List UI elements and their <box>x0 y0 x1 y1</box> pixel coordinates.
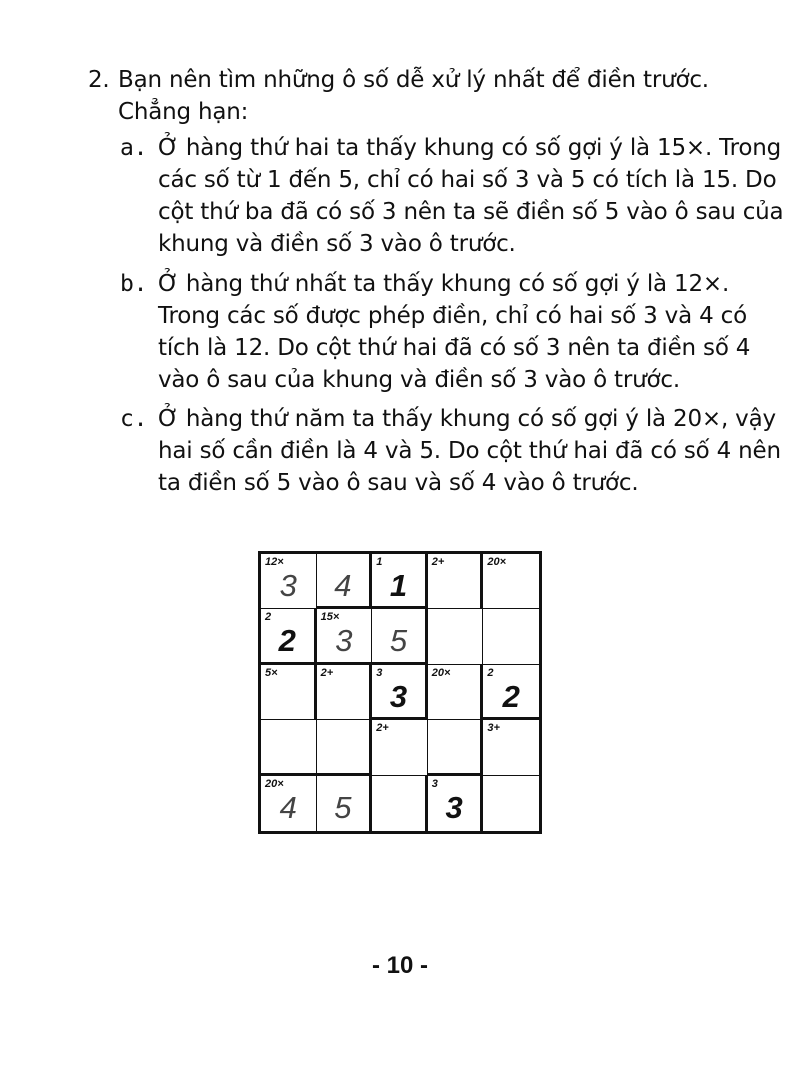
subitem-marker: c. <box>120 406 148 432</box>
puzzle-cell <box>372 554 428 609</box>
cell-value: 4 <box>334 568 352 603</box>
cage-clue: 3 <box>431 777 438 790</box>
puzzle-cell <box>261 665 317 720</box>
puzzle-cell <box>483 665 539 720</box>
subitem-body <box>158 132 783 260</box>
puzzle-cell <box>261 609 317 664</box>
subitem-line: ta điền số 5 vào ô sau và số 4 vào ô trước. <box>158 470 639 496</box>
cage-clue: 2+ <box>320 666 334 679</box>
cage-clue: 1 <box>376 556 383 568</box>
subitem-line: cột thứ ba đã có số 3 nên ta sẽ điền số 5 vào ô sau của <box>158 199 784 225</box>
puzzle-cell <box>317 776 373 831</box>
cage-clue: 2 <box>487 666 494 679</box>
cell-value: 2 <box>502 678 520 714</box>
cage-clue: 2+ <box>431 556 445 568</box>
puzzle-cell <box>483 609 539 664</box>
puzzle-cell <box>428 720 484 775</box>
puzzle-cell <box>483 776 539 831</box>
cell-value: 4 <box>279 789 297 825</box>
page-number: - 10 - <box>371 952 428 979</box>
subitem-line: khung và điền số 3 vào ô trước. <box>158 231 516 257</box>
puzzle-cell <box>372 665 428 720</box>
subitem-marker: b. <box>120 271 148 297</box>
subitem-body <box>158 268 750 396</box>
cell-value: 2 <box>278 623 296 659</box>
cage-clue: 20× <box>431 666 451 679</box>
cell-value: 5 <box>334 789 352 825</box>
cage-clue: 5× <box>265 666 278 679</box>
puzzle-cell <box>372 776 428 831</box>
subitem-line: Ở hàng thứ hai ta thấy khung có số gợi ý là 15×. Trong <box>158 135 782 161</box>
subitem-line: hai số cần điền là 4 và 5. Do cột thứ hai đã có số 4 nên <box>158 438 781 464</box>
cage-clue: 12× <box>265 556 284 568</box>
puzzle-cell <box>317 609 373 664</box>
subitem-body <box>158 403 781 499</box>
subitem-line: vào ô sau của khung và điền số 3 vào ô trước. <box>158 367 680 393</box>
puzzle-cell <box>483 554 539 609</box>
subitem-line: tích là 12. Do cột thứ hai đã có số 3 nên ta điền số 4 <box>158 335 751 361</box>
cell-value: 3 <box>445 789 463 825</box>
cage-clue: 3 <box>376 666 383 679</box>
puzzle-cell <box>428 665 484 720</box>
cage-clue: 15× <box>320 611 340 624</box>
puzzle-cell <box>428 609 484 664</box>
puzzle-cell <box>317 554 373 609</box>
puzzle-cell <box>261 776 317 831</box>
subitem-line: Trong các số được phép điền, chỉ có hai số 3 và 4 có <box>158 303 747 329</box>
puzzle-cell <box>372 720 428 775</box>
puzzle-cell <box>428 776 484 831</box>
puzzle-cell <box>428 554 484 609</box>
puzzle-cell <box>483 720 539 775</box>
subitem-line: Ở hàng thứ năm ta thấy khung có số gợi ý là 20×, vậy <box>158 406 776 432</box>
puzzle-cell <box>261 554 317 609</box>
intro-line: Chẳng hạn: <box>118 99 249 125</box>
item-number: 2. <box>88 67 110 93</box>
cage-clue: 3+ <box>487 722 500 735</box>
cell-value: 3 <box>279 568 297 603</box>
puzzle-cell <box>317 720 373 775</box>
cell-value: 3 <box>335 623 353 659</box>
puzzle-cell <box>261 720 317 775</box>
puzzle-cell <box>317 665 373 720</box>
item-intro <box>118 64 709 128</box>
cage-clue: 2 <box>265 611 272 624</box>
subitem-line: Ở hàng thứ nhất ta thấy khung có số gợi ý là 12×. <box>158 271 730 297</box>
cage-clue: 20× <box>487 556 507 568</box>
kenken-puzzle-grid <box>258 551 542 834</box>
cell-value: 1 <box>389 568 408 603</box>
intro-line: Bạn nên tìm những ô số dễ xử lý nhất để điền trước. <box>118 67 709 93</box>
puzzle-cell <box>372 609 428 664</box>
cage-clue: 20× <box>265 777 284 790</box>
cell-value: 5 <box>389 623 408 659</box>
subitem-marker: a. <box>120 135 148 161</box>
subitem-line: các số từ 1 đến 5, chỉ có hai số 3 và 5 có tích là 15. Do <box>158 167 777 193</box>
cage-clue: 2+ <box>376 722 389 735</box>
cell-value: 3 <box>389 678 408 714</box>
